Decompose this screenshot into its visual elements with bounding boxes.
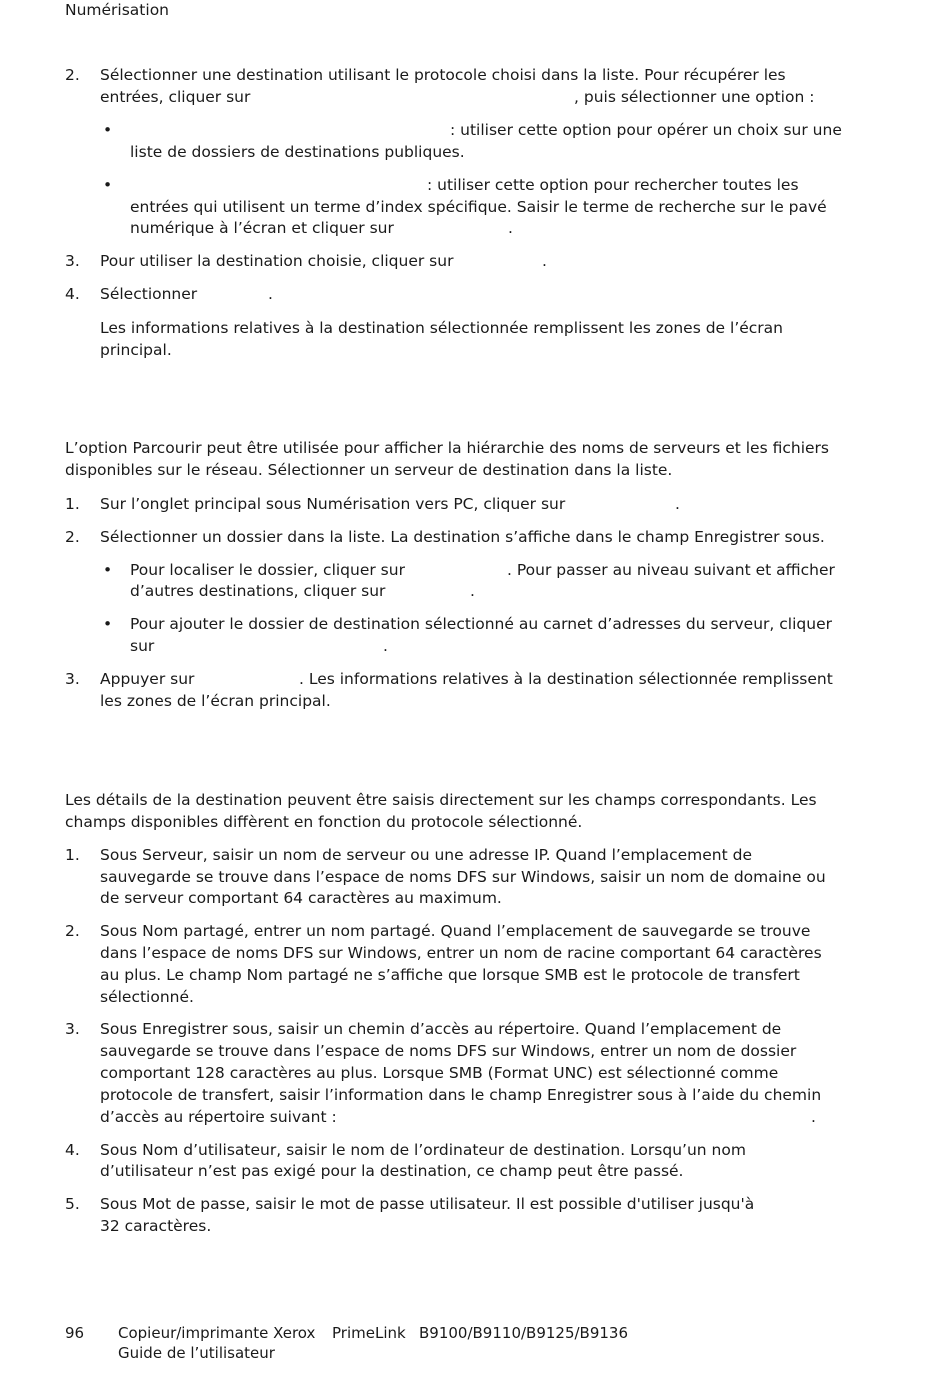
- list-item-text: de serveur comportant 64 caractères au maximum.: [100, 889, 502, 907]
- list-item-text: .: [268, 285, 273, 303]
- bullet-text: Pour ajouter le dossier de destination sélectionné au carnet d’adresses du serveur, cliquer: [130, 615, 832, 633]
- bullet-marker: •: [103, 615, 113, 633]
- paragraph-text: champs disponibles diffèrent en fonction du protocole sélectionné.: [65, 813, 583, 831]
- list-number: 1.: [65, 846, 80, 864]
- list-item-text: Sous Nom d’utilisateur, saisir le nom de l’ordinateur de destination. Lorsqu’un nom: [100, 1141, 746, 1159]
- paragraph-text: principal.: [100, 341, 172, 359]
- list-item-text: . Les informations relatives à la destination sélectionnée remplissent: [299, 670, 833, 688]
- bullet-text: entrées qui utilisent un terme d’index spécifique. Saisir le terme de recherche sur le pavé: [130, 198, 827, 216]
- bullet-text: .: [383, 637, 388, 655]
- list-number: 2.: [65, 922, 80, 940]
- list-item-text: Pour utiliser la destination choisie, cliquer sur: [100, 252, 454, 270]
- list-item-text: Sous Mot de passe, saisir le mot de passe utilisateur. Il est possible d'utiliser jusqu'à: [100, 1195, 755, 1213]
- list-number: 3.: [65, 1020, 80, 1038]
- list-item-text: d’utilisateur n’est pas exigé pour la destination, ce champ peut être passé.: [100, 1162, 684, 1180]
- list-item-text: sauvegarde se trouve dans l’espace de noms DFS sur Windows, saisir un nom de domaine ou: [100, 868, 826, 886]
- bullet-text: liste de dossiers de destinations publiques.: [130, 143, 465, 161]
- list-item-text: sauvegarde se trouve dans l’espace de noms DFS sur Windows, entrer un nom de dossier: [100, 1042, 797, 1060]
- list-number: 2.: [65, 66, 80, 84]
- list-item-text: comportant 128 caractères au plus. Lorsque SMB (Format UNC) est sélectionné comme: [100, 1064, 779, 1082]
- bullet-text: d’autres destinations, cliquer sur: [130, 582, 386, 600]
- list-item-text: protocole de transfert, saisir l’information dans le champ Enregistrer sous à l’aide du chemin: [100, 1086, 822, 1104]
- list-item-text: .: [811, 1108, 816, 1126]
- running-header: Numérisation: [65, 1, 169, 19]
- bullet-text: numérique à l’écran et cliquer sur: [130, 219, 394, 237]
- list-item-text: sélectionné.: [100, 988, 194, 1006]
- bullet-text: : utiliser cette option pour rechercher toutes les: [427, 176, 799, 194]
- list-item-text: d’accès au répertoire suivant :: [100, 1108, 337, 1126]
- list-item-text: .: [675, 495, 680, 513]
- list-item-text: 32 caractères.: [100, 1217, 212, 1235]
- bullet-text: Pour localiser le dossier, cliquer sur: [130, 561, 405, 579]
- bullet-text: .: [508, 219, 513, 237]
- bullet-text: : utiliser cette option pour opérer un choix sur une: [450, 121, 842, 139]
- list-item-text: au plus. Le champ Nom partagé ne s’affiche que lorsque SMB est le protocole de transfert: [100, 966, 800, 984]
- list-number: 4.: [65, 1141, 80, 1159]
- list-item-text: Appuyer sur: [100, 670, 195, 688]
- bullet-marker: •: [103, 176, 113, 194]
- paragraph-text: Les détails de la destination peuvent être saisis directement sur les champs correspondants. Les: [65, 791, 817, 809]
- list-item-text: entrées, cliquer sur: [100, 88, 251, 106]
- bullet-text: sur: [130, 637, 155, 655]
- list-number: 3.: [65, 252, 80, 270]
- bullet-text: .: [470, 582, 475, 600]
- list-item-text: Sous Nom partagé, entrer un nom partagé. Quand l’emplacement de sauvegarde se trouve: [100, 922, 811, 940]
- bullet-marker: •: [103, 121, 113, 139]
- list-item-text: , puis sélectionner une option :: [574, 88, 815, 106]
- footer-guide: Guide de l’utilisateur: [118, 1344, 275, 1362]
- bullet-text: . Pour passer au niveau suivant et afficher: [507, 561, 835, 579]
- page-number: 96: [65, 1324, 85, 1342]
- list-item-text: les zones de l’écran principal.: [100, 692, 331, 710]
- list-item-text: Sélectionner une destination utilisant le protocole choisi dans la liste. Pour récupérer les: [100, 66, 786, 84]
- list-item-text: Sous Enregistrer sous, saisir un chemin d’accès au répertoire. Quand l’emplacement de: [100, 1020, 782, 1038]
- list-item-text: Sur l’onglet principal sous Numérisation vers PC, cliquer sur: [100, 495, 566, 513]
- footer-product: PrimeLink: [332, 1324, 406, 1342]
- list-item-text: .: [542, 252, 547, 270]
- list-item-text: dans l’espace de noms DFS sur Windows, entrer un nom de racine comportant 64 caractères: [100, 944, 822, 962]
- list-number: 2.: [65, 528, 80, 546]
- list-item-text: Sous Serveur, saisir un nom de serveur ou une adresse IP. Quand l’emplacement de: [100, 846, 752, 864]
- paragraph-text: disponibles sur le réseau. Sélectionner un serveur de destination dans la liste.: [65, 461, 673, 479]
- list-number: 4.: [65, 285, 80, 303]
- footer-product: B9100/B9110/B9125/B9136: [419, 1324, 629, 1342]
- paragraph-text: L’option Parcourir peut être utilisée pour afficher la hiérarchie des noms de serveurs et les fichiers: [65, 439, 829, 457]
- list-number: 5.: [65, 1195, 80, 1213]
- list-number: 1.: [65, 495, 80, 513]
- list-item-text: Sélectionner: [100, 285, 198, 303]
- footer-product: Copieur/imprimante Xerox: [118, 1324, 316, 1342]
- list-item-text: Sélectionner un dossier dans la liste. La destination s’affiche dans le champ Enregistrer sous.: [100, 528, 825, 546]
- bullet-marker: •: [103, 561, 113, 579]
- paragraph-text: Les informations relatives à la destination sélectionnée remplissent les zones de l’écran: [100, 319, 783, 337]
- list-number: 3.: [65, 670, 80, 688]
